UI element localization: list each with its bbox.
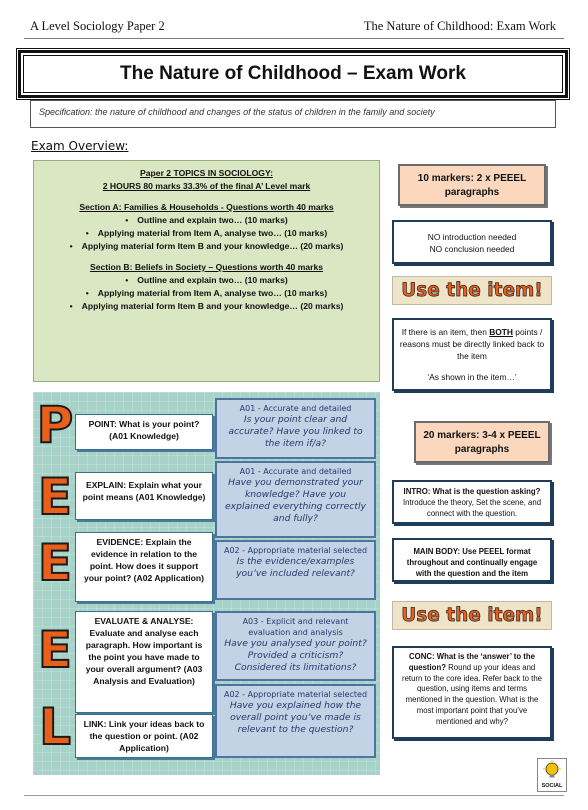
header-right: The Nature of Childhood: Exam Work xyxy=(363,19,556,33)
list-item: • Applying material from Item A, analyse two… (10 marks) xyxy=(40,227,373,240)
section-a-title: Section A: Families & Households - Questions worth 40 marks xyxy=(79,202,334,212)
no-intro-text: NO introduction needed xyxy=(427,232,517,242)
criteria-question: Have you analysed your point? Provided a criticism? Considered its limitations? xyxy=(224,638,367,673)
peel-criteria-box-4 xyxy=(215,611,376,681)
list-item: • Applying material from Item A, analyse two… (10 marks) xyxy=(40,287,373,300)
main-body-box: MAIN BODY: Use PEEEL format throughout and continually engage with the question and the item xyxy=(392,538,552,582)
topics-subheading: 2 HOURS 80 marks 33.3% of the final A’ Level mark xyxy=(102,181,311,191)
peel-criteria-box-5 xyxy=(215,684,376,758)
peel-criteria-box-2 xyxy=(215,461,376,538)
list-item: • Applying material form Item B and your knowledge… (20 marks) xyxy=(40,240,373,253)
list-item: • Outline and explain two… (10 marks) xyxy=(40,214,373,227)
footer-divider xyxy=(24,795,564,796)
criteria-question: Is the evidence/examples you’ve included relevant? xyxy=(236,556,355,579)
peel-point-lead: POINT: xyxy=(88,419,117,429)
list-item: • Outline and explain two… (10 marks) xyxy=(40,274,373,287)
item-quote: ‘As shown in the item…’ xyxy=(427,372,517,382)
logo-text: SOCIAL xyxy=(541,783,563,789)
peel-evaluate-box xyxy=(75,611,213,713)
section-a-list xyxy=(40,214,373,253)
social-logo xyxy=(537,758,567,792)
criteria-question: Have you explained how the overall point you’ve made is relevant to the question? xyxy=(229,700,362,735)
header-left: A Level Sociology Paper 2 xyxy=(30,19,165,33)
criteria-heading: A03 - Explicit and relevant evaluation and analysis xyxy=(242,617,349,637)
peel-evidence-box xyxy=(75,532,213,602)
peel-explain-lead: EXPLAIN: xyxy=(85,480,127,490)
list-item: • Applying material form Item B and your knowledge… (20 marks) xyxy=(40,300,373,313)
specification-box: Specification: the nature of childhood and changes of the status of children in the family and society xyxy=(30,100,556,128)
peel-explain-text: Explain what your point means (A01 Knowledge) xyxy=(82,480,206,502)
overview-heading: Exam Overview: xyxy=(31,139,129,153)
criteria-heading: A01 - Accurate and detailed xyxy=(239,404,352,413)
peel-letter-p: P xyxy=(36,396,74,454)
peel-point-text: What is your point? (A01 Knowledge) xyxy=(109,419,200,441)
peel-evaluate-text: Evaluate and analyse each paragraph. How important is the point you have made to your overall argument? (A03 Analysis and Evaluation) xyxy=(85,628,203,686)
topics-panel xyxy=(33,160,380,382)
peel-letter-e2: E xyxy=(37,534,73,592)
peel-link-lead: LINK: xyxy=(83,719,107,729)
criteria-question: Is your point clear and accurate? Have you linked to the item if/a? xyxy=(228,414,363,449)
lightbulb-icon xyxy=(538,759,566,781)
intro-box: INTRO: What is the question asking? Introduce the theory, Set the scene, and connect with the question. xyxy=(392,480,552,524)
header-divider xyxy=(24,38,564,39)
peel-explain-box xyxy=(75,472,213,520)
criteria-question: Have you demonstrated your knowledge? Have you explained everything correctly and fully? xyxy=(225,477,366,524)
criteria-heading: A02 - Appropriate material selected xyxy=(223,690,368,699)
peel-letter-e1: E xyxy=(37,468,73,526)
use-item-banner-1: Use the item! xyxy=(392,276,552,305)
peel-link-box xyxy=(75,714,213,758)
criteria-heading: A01 - Accurate and detailed xyxy=(239,467,352,476)
no-intro-box xyxy=(392,220,552,264)
conclusion-box: CONC: What is the ‘answer’ to the question? Round up your ideas and return to the core idea. Refer back to the question, using items and terms mentioned in the question. What is the most important point that you’ve mentioned and why? xyxy=(392,646,552,739)
use-item-banner-2: Use the item! xyxy=(392,601,552,630)
topics-heading: Paper 2 TOPICS IN SOCIOLOGY: xyxy=(140,168,273,178)
criteria-heading: A02 - Appropriate material selected xyxy=(223,546,368,555)
no-conclusion-text: NO conclusion needed xyxy=(429,244,515,254)
peel-evidence-text: Explain the evidence in relation to the point. How does it support your point? (A02 Application) xyxy=(84,537,204,583)
peel-evidence-lead: EVIDENCE: xyxy=(96,537,144,547)
twenty-markers-box: 20 markers: 3-4 x PEEEL paragraphs xyxy=(414,421,550,463)
item-note-text: If there is an item, then BOTH points / reasons must be directly linked back to the item xyxy=(399,327,545,361)
ten-markers-box: 10 markers: 2 x PEEEL paragraphs xyxy=(398,164,546,206)
peel-criteria-box-3 xyxy=(215,540,376,600)
peel-letter-l: L xyxy=(39,698,71,756)
peel-panel xyxy=(33,392,380,775)
peel-link-text: Link your ideas back to the question or point. (A02 Application) xyxy=(89,719,205,753)
peel-criteria-box-1 xyxy=(215,398,376,459)
section-b-list xyxy=(40,274,373,313)
peel-evaluate-lead: EVALUATE & ANALYSE: xyxy=(94,616,194,626)
peel-letter-e3: E xyxy=(37,621,73,679)
title-box xyxy=(16,48,570,100)
item-note-box xyxy=(392,318,552,391)
page-title: The Nature of Childhood – Exam Work xyxy=(120,63,466,84)
section-b-title: Section B: Beliefs in Society – Questions worth 40 marks xyxy=(89,262,324,272)
peel-point-box xyxy=(75,414,213,450)
